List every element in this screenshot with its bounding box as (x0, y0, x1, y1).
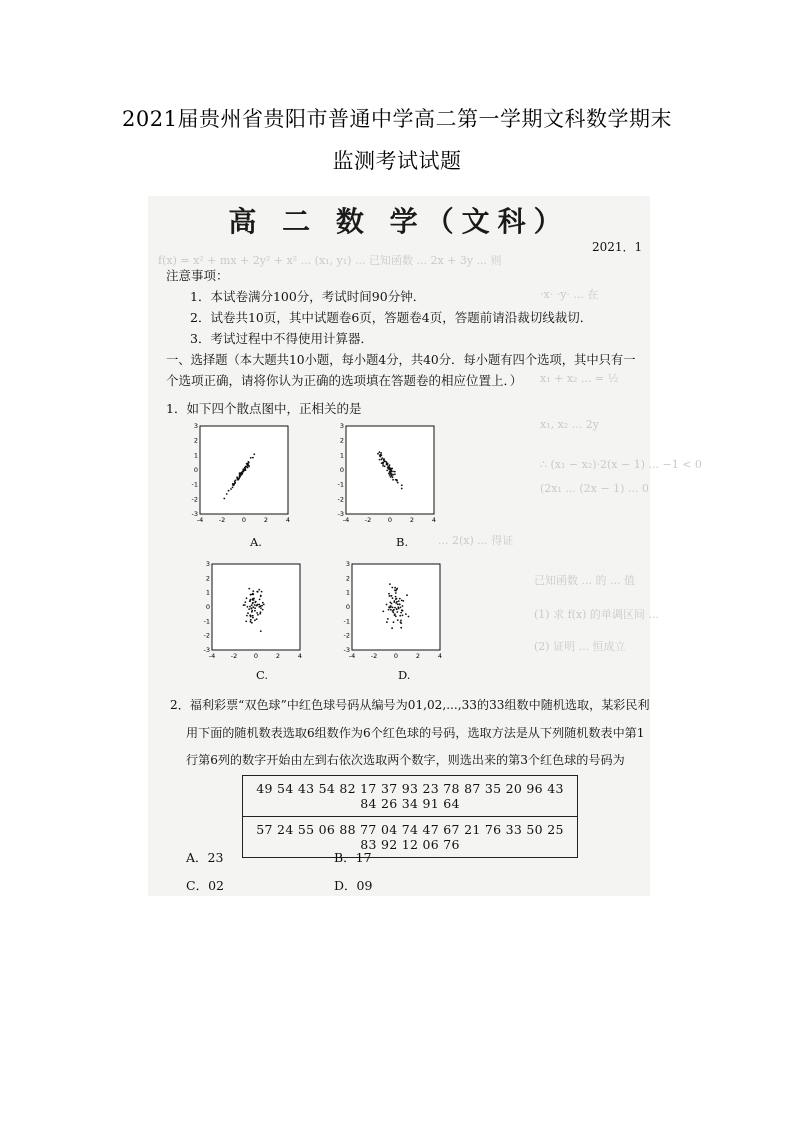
scatter-point (401, 609, 403, 611)
scatter-point (390, 476, 392, 478)
scatter-point (252, 457, 254, 459)
scatter-point (394, 587, 396, 589)
scatter-point (382, 611, 384, 613)
scatter-point (260, 611, 262, 613)
question-2-line-1: 2．福利彩票“双色球”中红色球号码从编号为01,02,...,33的33组数中随机选取，某彩民利 (170, 698, 650, 712)
x-tick-label: 4 (437, 652, 443, 660)
bleed-through-text: ∴ (x₁ − x₂)·2(x − 1) ... −1 < 0 (540, 458, 702, 471)
scatter-point (237, 479, 239, 481)
scatter-point (250, 616, 252, 618)
scatter-point (232, 487, 234, 489)
scatter-point (399, 603, 401, 605)
scatter-point (399, 615, 401, 617)
scatter-point (233, 483, 235, 485)
scatter-point (401, 488, 403, 490)
scatter-point (382, 465, 384, 467)
scatter-point (252, 593, 254, 595)
scatter-point (228, 490, 230, 492)
y-tick-label: 1 (345, 588, 350, 597)
scatter-point (246, 615, 248, 617)
y-tick-label: -2 (203, 631, 210, 640)
scatter-point (393, 621, 395, 623)
scatter-point (384, 465, 386, 467)
scatter-point (242, 471, 244, 473)
notice-item: 2．试卷共10页，其中试题卷6页，答题卷4页，答题前请沿裁切线裁切． (190, 310, 593, 325)
question-1-stem: 1．如下四个散点图中，正相关的是 (166, 401, 362, 416)
scatter-point (249, 606, 251, 608)
scatter-point (390, 595, 392, 597)
exam-date: 2021．1 (592, 240, 643, 254)
scatter-point (389, 474, 391, 476)
scatter-point (248, 608, 250, 610)
table-cell: 57 24 55 06 88 77 04 74 47 67 21 76 33 50 25 83 92 12 06 76 (243, 817, 578, 858)
y-tick-label: 1 (339, 451, 344, 460)
scatter-point (388, 593, 390, 595)
scatter-point (400, 621, 402, 623)
x-tick-label: 4 (285, 516, 291, 524)
scatter-point (383, 458, 385, 460)
scatter-point (382, 462, 384, 464)
x-tick-label: -4 (208, 652, 216, 660)
scatter-point (390, 471, 392, 473)
scatter-point (392, 479, 394, 481)
option-d: D．09 (334, 878, 373, 893)
scatter-point (252, 617, 254, 619)
exam-title: 高 二 数 学（文科） (228, 205, 570, 238)
scatter-point (391, 468, 393, 470)
scatter-point (234, 481, 236, 483)
scatter-plot-c (202, 560, 312, 664)
scatter-plot-d (342, 560, 452, 664)
scatter-point (394, 471, 396, 473)
scatter-point (388, 473, 390, 475)
scatter-point (397, 482, 399, 484)
scatter-point (251, 610, 253, 612)
document-title-line-2: 监测考试试题 (332, 149, 462, 173)
y-tick-label: 0 (345, 603, 350, 611)
scatter-point (388, 606, 390, 608)
scatter-point (379, 459, 381, 461)
y-tick-label: -3 (337, 510, 344, 518)
y-tick-label: 3 (345, 560, 350, 568)
scatter-point (389, 583, 391, 585)
scatter-point (387, 618, 389, 620)
x-tick-label: -4 (342, 516, 350, 524)
y-tick-label: -3 (191, 510, 198, 518)
bleed-through-text: 已知函数 ... 的 ... 值 (534, 574, 635, 587)
scatter-point (238, 478, 240, 480)
scatter-point (250, 621, 252, 623)
scatter-point (244, 604, 246, 606)
scatter-point (393, 609, 395, 611)
scatter-point (396, 611, 398, 613)
x-tick-label: -2 (364, 516, 372, 524)
scatter-point (256, 591, 258, 593)
plot-label-b: B. (396, 535, 409, 549)
scatter-point (226, 493, 228, 495)
scatter-point (380, 455, 382, 457)
x-tick-label: 0 (387, 516, 393, 524)
scatter-point (245, 621, 247, 623)
scatter-point (252, 602, 254, 604)
option-a: A．23 (186, 850, 224, 865)
x-tick-label: -2 (370, 652, 378, 660)
y-tick-label: 0 (205, 603, 210, 611)
scatter-point (391, 627, 393, 629)
scatter-point (389, 595, 391, 597)
scatter-point (398, 600, 400, 602)
scatter-point (402, 600, 404, 602)
scatter-point (395, 596, 397, 598)
scatter-point (394, 614, 396, 616)
scatter-point (256, 612, 258, 614)
scatter-point (246, 597, 248, 599)
x-tick-label: 2 (415, 652, 421, 660)
x-tick-label: -4 (196, 516, 204, 524)
plot-label-a: A. (250, 535, 262, 549)
scatter-point (261, 591, 263, 593)
y-tick-label: 1 (205, 588, 210, 597)
x-tick-label: 2 (409, 516, 415, 524)
scatter-point (261, 605, 263, 607)
question-2-line-3: 行第6列的数字开始由左到右依次选取两个数字，则选出来的第3个红色球的号码为 (186, 753, 625, 767)
scatter-point (398, 608, 400, 610)
y-tick-label: 0 (339, 466, 344, 474)
x-tick-label: -2 (218, 516, 226, 524)
scatter-point (253, 598, 255, 600)
scatter-point (391, 587, 393, 589)
scatter-point (394, 600, 396, 602)
y-tick-label: 1 (193, 451, 198, 460)
x-tick-label: 0 (393, 652, 399, 660)
y-tick-label: 3 (339, 422, 344, 430)
scatter-point (250, 619, 252, 621)
option-b: B．17 (334, 850, 372, 865)
scatter-point (254, 604, 256, 606)
scatter-point (260, 607, 262, 609)
y-tick-label: -3 (203, 646, 210, 654)
scatter-point (260, 595, 262, 597)
document-title-line-1: 2021届贵州省贵阳市普通中学高二第一学期文科数学期末 (122, 107, 672, 131)
scatter-point (248, 465, 250, 467)
scatter-point (386, 463, 388, 465)
x-tick-label: -4 (348, 652, 356, 660)
notice-heading: 注意事项： (166, 268, 229, 283)
scatter-point (388, 466, 390, 468)
scatter-point (391, 474, 393, 476)
plot-label-c: C. (256, 668, 269, 682)
y-tick-label: -2 (191, 495, 198, 504)
x-tick-label: 2 (263, 516, 269, 524)
y-tick-label: 2 (193, 436, 198, 445)
bleed-through-text: x₁, x₂ ... 2y (540, 418, 599, 431)
scatter-point (396, 608, 398, 610)
scatter-point (392, 471, 394, 473)
scatter-point (401, 600, 403, 602)
scatter-point (394, 607, 396, 609)
x-tick-label: 2 (275, 652, 281, 660)
scatter-point (381, 459, 383, 461)
option-c: C．02 (186, 878, 224, 893)
scatter-point (252, 606, 254, 608)
scatter-point (247, 467, 249, 469)
scatter-point (250, 457, 252, 459)
scatter-point (377, 453, 379, 455)
scatter-point (260, 630, 262, 632)
scatter-point (248, 462, 250, 464)
scatter-point (223, 498, 225, 500)
scatter-point (244, 601, 246, 603)
y-tick-label: 3 (193, 422, 198, 430)
scatter-point (395, 602, 397, 604)
scatter-point (392, 597, 394, 599)
scatter-point (396, 480, 398, 482)
scatter-point (400, 607, 402, 609)
scatter-point (263, 604, 265, 606)
scatter-point (258, 604, 260, 606)
question-2-line-2: 用下面的随机数表选取6组数作为6个红色球的号码，选取方法是从下列随机数表中第1 (186, 726, 645, 740)
bleed-through-text: f(x) = x² + mx + 2y² + x² ... (x₁, y₁) ... 已知函数 ... 2x + 3y ... 则 (158, 254, 502, 267)
scatter-point (392, 476, 394, 478)
y-tick-label: 2 (205, 574, 210, 583)
y-tick-label: 2 (339, 436, 344, 445)
scatter-point (400, 627, 402, 629)
bleed-through-text: (1) 求 f(x) 的单调区间 ... (534, 608, 659, 621)
x-tick-label: 4 (431, 516, 437, 524)
scatter-point (392, 607, 394, 609)
scatter-point (254, 607, 256, 609)
scatter-point (257, 614, 259, 616)
y-tick-label: -1 (191, 480, 198, 489)
scatter-point (397, 619, 399, 621)
notice-item: 1．本试卷满分100分，考试时间90分钟． (190, 289, 426, 304)
scatter-point (258, 589, 260, 591)
scatter-point (408, 616, 410, 618)
scatter-point (405, 613, 407, 615)
scatter-point (250, 607, 252, 609)
scatter-point (400, 612, 402, 614)
scatter-point (255, 601, 257, 603)
scatter-point (250, 594, 252, 596)
scatter-point (257, 604, 259, 606)
scatter-point (230, 488, 232, 490)
scatter-point (406, 594, 408, 596)
y-tick-label: -2 (337, 495, 344, 504)
scatter-point (252, 615, 254, 617)
y-tick-label: 0 (193, 466, 198, 474)
y-tick-label: -2 (343, 631, 350, 640)
y-tick-label: 2 (345, 574, 350, 583)
scatter-point (241, 473, 243, 475)
scatter-point (397, 603, 399, 605)
scatter-point (249, 600, 251, 602)
scatter-point (391, 603, 393, 605)
scatter-point (396, 588, 398, 590)
table-row (243, 776, 578, 817)
scatter-point (386, 470, 388, 472)
scatter-point (247, 612, 249, 614)
x-tick-label: 0 (253, 652, 259, 660)
table-cell: 49 54 43 54 82 17 37 93 23 78 87 35 20 96 43 84 26 34 91 64 (243, 776, 578, 817)
x-tick-label: 4 (297, 652, 303, 660)
scatter-point (386, 604, 388, 606)
scatter-plot-b (336, 422, 446, 532)
x-tick-label: -2 (230, 652, 238, 660)
scatter-point (402, 615, 404, 617)
y-tick-label: -1 (343, 617, 350, 626)
scatter-point (395, 592, 397, 594)
y-tick-label: -1 (203, 617, 210, 626)
bleed-through-text: ... 2(x) ... 得证 (438, 534, 514, 547)
notice-item: 3．考试过程中不得使用计算器． (190, 331, 373, 346)
scatter-point (256, 618, 258, 620)
random-number-table (242, 775, 578, 858)
scatter-plot-a (190, 422, 300, 532)
scatter-point (262, 609, 264, 611)
scatter-point (386, 621, 388, 623)
section-1-heading: 一、选择题（本大题共10小题，每小题4分，共40分．每小题有四个选项，其中只有一 (166, 353, 636, 367)
scatter-point (253, 599, 255, 601)
scatter-point (258, 606, 260, 608)
bleed-through-text: x₁ + x₂ ... = ½ (540, 372, 619, 385)
scatter-point (246, 463, 248, 465)
y-tick-label: -3 (343, 646, 350, 654)
exam-paper-photo (148, 196, 702, 896)
plot-label-d: D. (398, 668, 411, 682)
y-tick-label: -1 (337, 480, 344, 489)
y-tick-label: 3 (205, 560, 210, 568)
scatter-point (400, 620, 402, 622)
scatter-point (402, 605, 404, 607)
scatter-point (259, 599, 261, 601)
bleed-through-text: (2) 证明 ... 恒成立 (534, 640, 626, 653)
scatter-point (379, 451, 381, 453)
scatter-point (248, 588, 250, 590)
scatter-point (236, 476, 238, 478)
bleed-through-text: (2x₁ ... (2x − 1) ... 0 (540, 482, 649, 495)
section-1-heading-cont: 个选项正确，请将你认为正确的选项填在答题卷的相应位置上．） (166, 373, 523, 388)
scatter-point (399, 598, 401, 600)
table-row (243, 817, 578, 858)
scatter-point (396, 598, 398, 600)
bleed-through-text: ·x· ·y· ... 在 (540, 288, 599, 301)
scatter-point (254, 619, 256, 621)
scatter-point (388, 609, 390, 611)
scatter-point (244, 468, 246, 470)
scatter-point (253, 453, 255, 455)
scatter-point (254, 610, 256, 612)
scatter-point (380, 452, 382, 454)
scatter-point (252, 590, 254, 592)
scatter-point (239, 476, 241, 478)
scatter-point (251, 604, 253, 606)
scatter-point (390, 609, 392, 611)
scatter-point (390, 605, 392, 607)
scatter-point (401, 484, 403, 486)
scatter-point (389, 468, 391, 470)
scatter-point (247, 606, 249, 608)
x-tick-label: 0 (241, 516, 247, 524)
scatter-point (262, 602, 264, 604)
scatter-point (394, 473, 396, 475)
